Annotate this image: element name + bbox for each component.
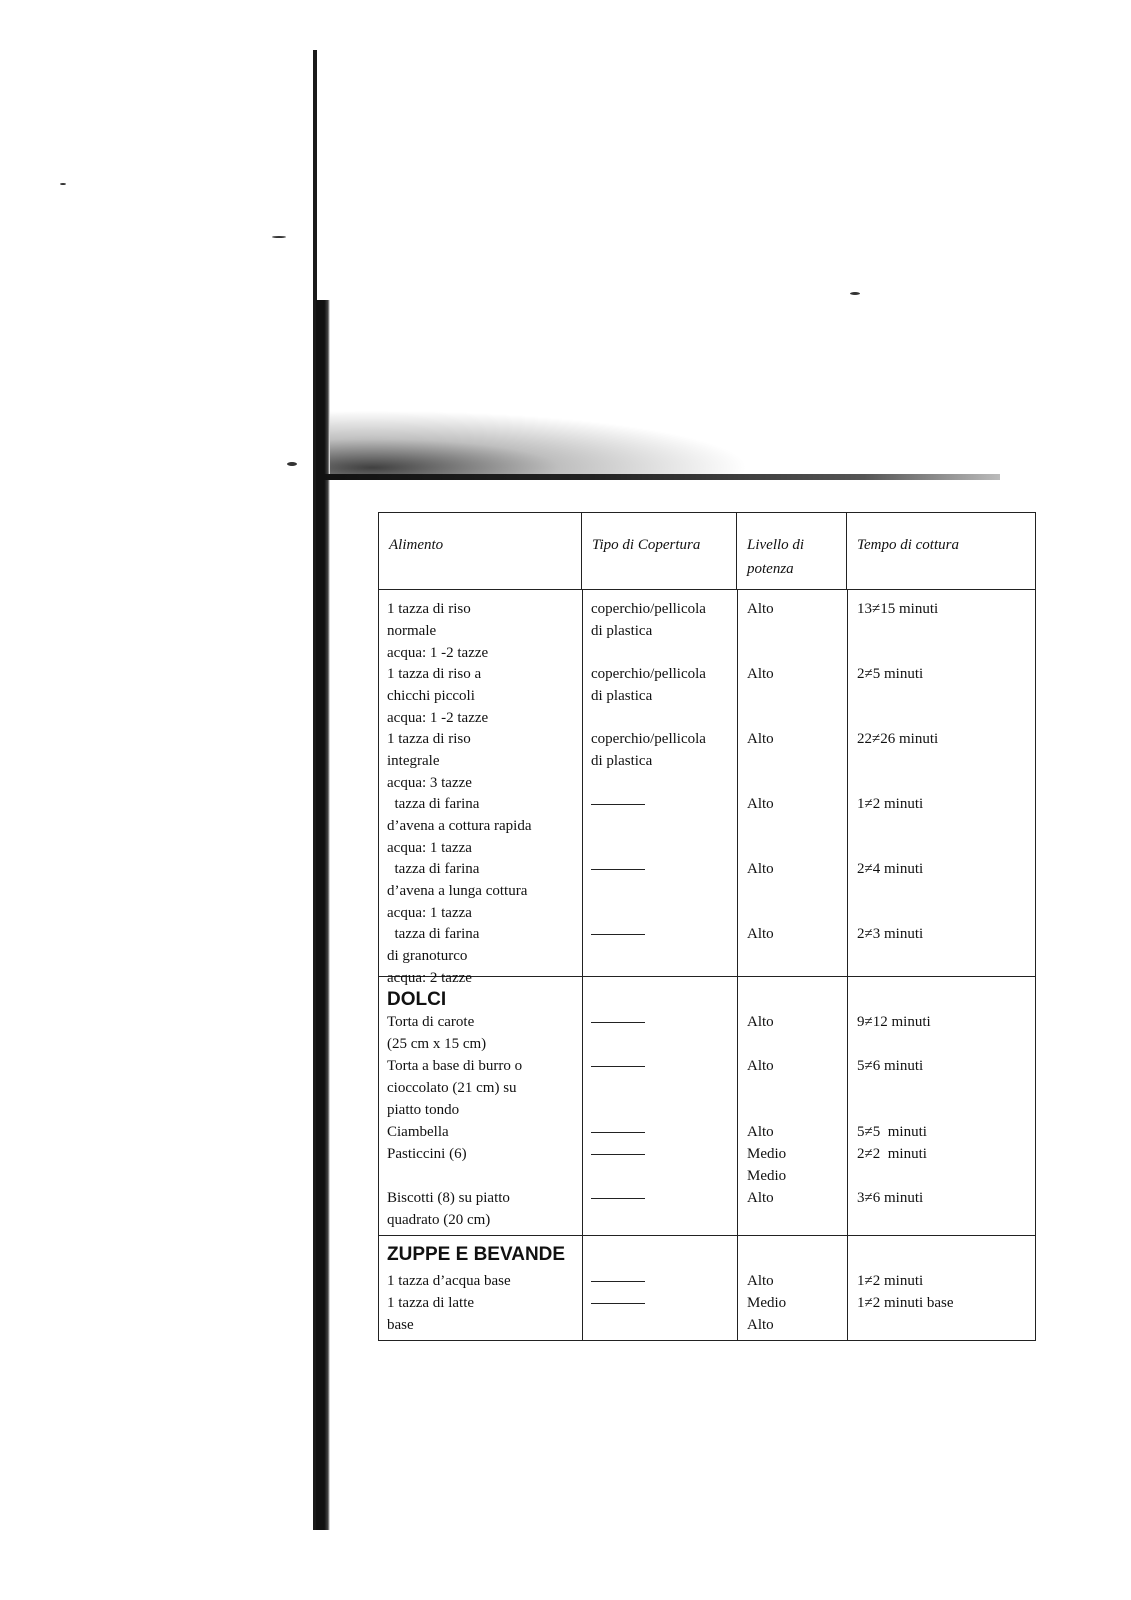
scan-mark	[60, 183, 66, 185]
scan-binding-shadow	[316, 300, 330, 1530]
no-cover-dash	[591, 1303, 645, 1304]
section-grains: 1 tazza di riso normale acqua: 1 -2 tazze coperchio/pellicola di plastica Alto 13≠15 minuti 1 tazza di riso a chicchi piccoli acqua: 1 -2 tazze coperchio/pellicola di plastica Alto 2≠5 minuti 1 tazza di riso integrale acqua: 3 tazze coperchio/pellicola di plastica Alto 22≠26 minuti tazza di farina d’avena a cottura rapida acqua: 1 tazza Alto 1≠2 minuti tazza di farina d’avena a lunga cottura acqua: 1 tazza Alto 2≠4 minuti tazza di farina di granoturco acqua: 2 tazze Alto 2≠3 minuti	[379, 590, 1035, 977]
section-dolci: DOLCI Torta di carote (25 cm x 15 cm) Alto 9≠12 minuti Torta a base di burro o cioccolato (21 cm) su piatto tondo Alto 5≠6 minuti Ciambella Pasticcini (6) Alto Medio Medio 5≠5 minuti 2≠2 minuti Biscotti (8) su piatto quadrato (20 cm) Alto 3≠6 minuti	[379, 977, 1035, 1236]
table-header	[379, 513, 1035, 590]
scan-fold-line	[320, 474, 1000, 480]
no-cover-dash	[591, 934, 645, 935]
section-zuppe: ZUPPE E BEVANDE 1 tazza d’acqua base 1 tazza di latte base Alto Medio Alto 1≠2 minuti 1≠2 minuti base	[379, 1236, 1035, 1340]
no-cover-dash	[591, 869, 645, 870]
header-time: Tempo di cottura	[857, 537, 959, 553]
no-cover-dash	[591, 1022, 645, 1023]
header-level: Livello di potenza	[737, 513, 847, 589]
section-title-zuppe: ZUPPE E BEVANDE	[387, 1244, 566, 1265]
header-food: Alimento	[379, 513, 582, 589]
scan-mark	[850, 292, 860, 295]
header-cover: Tipo di Copertura	[582, 513, 737, 589]
no-cover-dash	[591, 1066, 645, 1067]
scan-mark	[272, 236, 286, 238]
no-cover-dash	[591, 1154, 645, 1155]
cooking-table	[378, 512, 1036, 1341]
no-cover-dash	[591, 1281, 645, 1282]
scan-mark	[287, 462, 297, 466]
no-cover-dash	[591, 1198, 645, 1199]
no-cover-dash	[591, 1132, 645, 1133]
scan-speckle	[330, 410, 750, 474]
no-cover-dash	[591, 804, 645, 805]
section-title-dolci: DOLCI	[387, 989, 447, 1010]
